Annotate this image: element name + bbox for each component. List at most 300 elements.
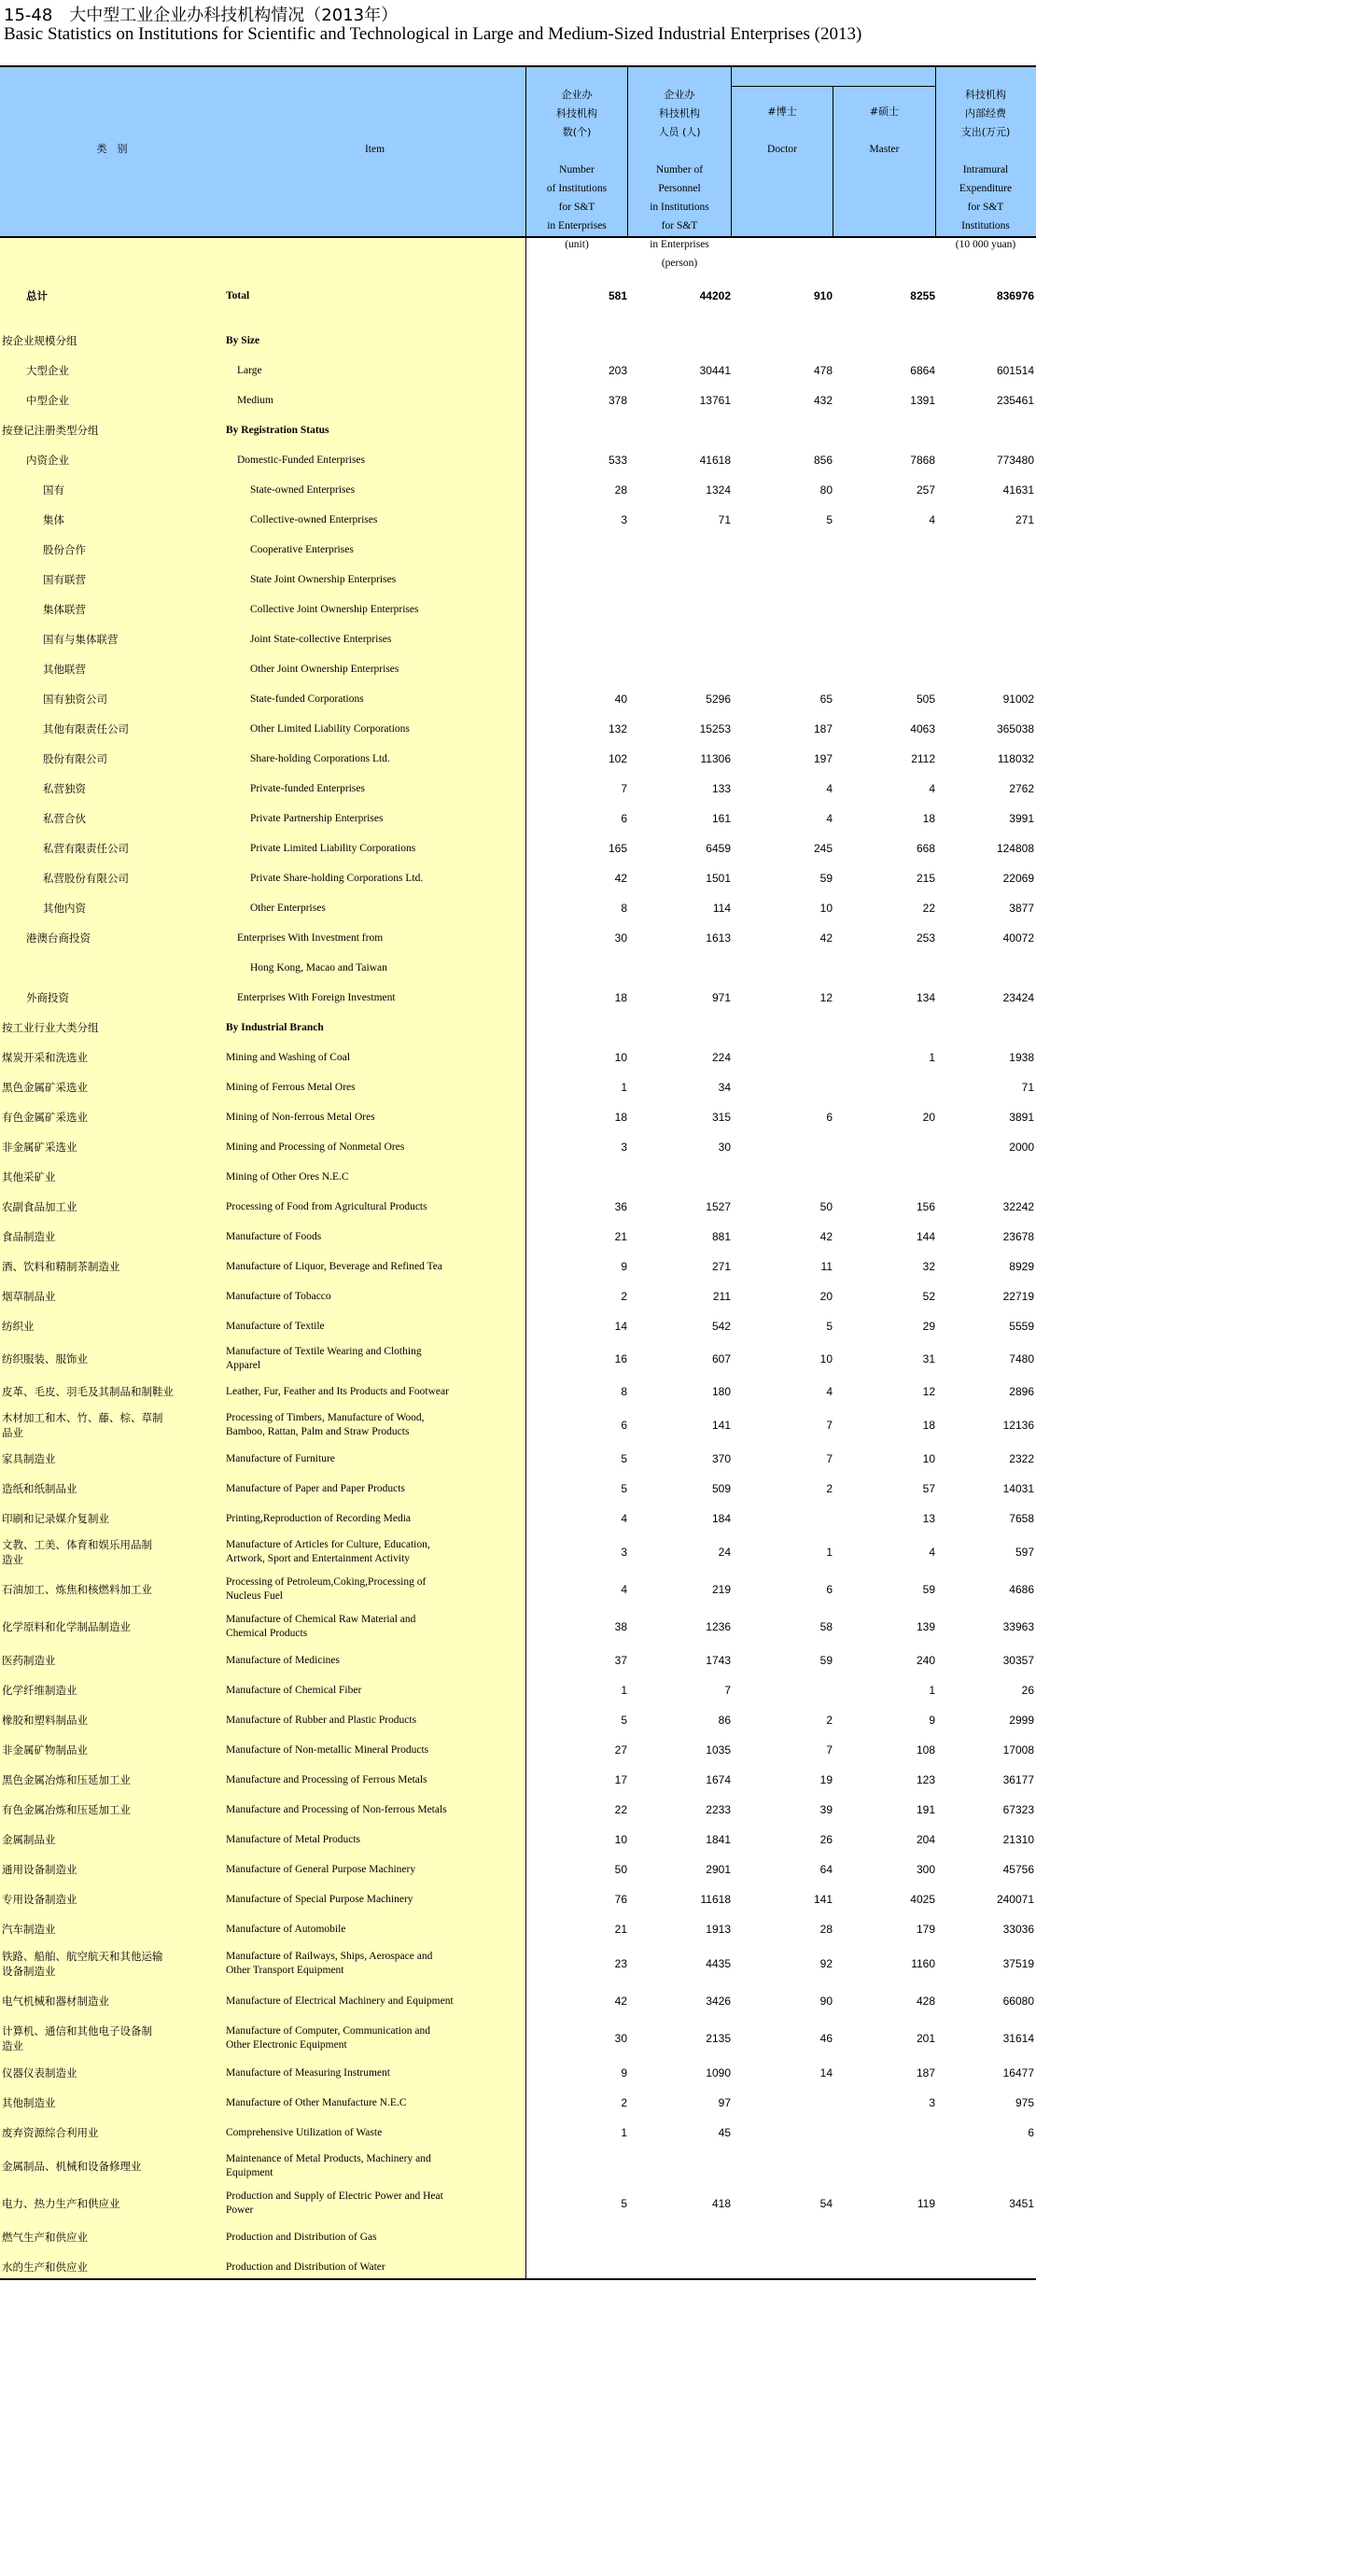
row-value-5: 7658 bbox=[1009, 1512, 1034, 1525]
header-doctor bbox=[732, 103, 833, 159]
row-category-cn: 化学原料和化学制品制造业 bbox=[2, 1620, 131, 1633]
header-expenditure bbox=[936, 67, 1035, 273]
table-row bbox=[0, 326, 1036, 356]
table-row bbox=[0, 1132, 1036, 1162]
row-value-1: 28 bbox=[614, 483, 627, 497]
row-value-4 bbox=[833, 535, 935, 565]
row-value-4: 156 bbox=[916, 1200, 935, 1213]
row-value-5: 836976 bbox=[996, 289, 1034, 302]
row-value-3 bbox=[732, 1132, 833, 1162]
row-value-3: 28 bbox=[819, 1923, 833, 1936]
row-category-cn: 黑色金属矿采选业 bbox=[2, 1081, 88, 1094]
row-value-2 bbox=[628, 595, 731, 624]
row-category-cn: 国有联营 bbox=[43, 573, 86, 586]
row-value-2 bbox=[628, 565, 731, 595]
row-value-1: 165 bbox=[608, 842, 627, 855]
row-item-en: Production and Distribution of Gas bbox=[226, 2231, 377, 2243]
row-value-4: 253 bbox=[916, 931, 935, 945]
row-value-5: 975 bbox=[1015, 2096, 1034, 2109]
row-value-2 bbox=[628, 2252, 731, 2282]
table-row bbox=[0, 1252, 1036, 1281]
row-item-en: Share-holding Corporations Ltd. bbox=[250, 752, 390, 764]
row-value-2: 30 bbox=[718, 1141, 731, 1154]
table-row bbox=[0, 1884, 1036, 1914]
row-value-4 bbox=[833, 2118, 935, 2148]
table-row bbox=[0, 1795, 1036, 1825]
row-value-5: 91002 bbox=[1002, 693, 1034, 706]
table-row bbox=[0, 714, 1036, 744]
row-category-cn: 其他内资 bbox=[43, 902, 86, 915]
row-category-cn: 铁路、船舶、航空航天和其他运输 设备制造业 bbox=[2, 1950, 163, 1978]
header-master-en: Master bbox=[869, 144, 900, 155]
row-value-1: 7 bbox=[621, 782, 627, 795]
row-value-4: 505 bbox=[916, 693, 935, 706]
row-value-5: 124808 bbox=[996, 842, 1034, 855]
row-item-en: Processing of Timbers, Manufacture of Wood, Bamboo, Rattan, Palm and Straw Products bbox=[226, 1412, 425, 1437]
row-value-4: 4063 bbox=[910, 722, 935, 735]
row-category-cn: 其他有限责任公司 bbox=[43, 722, 129, 735]
row-value-1: 17 bbox=[614, 1773, 627, 1786]
row-value-4 bbox=[833, 654, 935, 684]
row-item-en: Manufacture of Electrical Machinery and Equipment bbox=[226, 1995, 454, 2007]
row-value-2: 509 bbox=[711, 1482, 731, 1495]
row-category-cn: 文教、工美、体育和娱乐用品制 造业 bbox=[2, 1538, 152, 1566]
table-row bbox=[0, 1222, 1036, 1252]
row-value-1: 3 bbox=[621, 1141, 627, 1154]
row-value-4: 59 bbox=[922, 1583, 935, 1596]
table-row bbox=[0, 1192, 1036, 1222]
table-row bbox=[0, 1474, 1036, 1504]
row-value-3: 65 bbox=[819, 693, 833, 706]
row-value-3: 10 bbox=[819, 1352, 833, 1365]
table-row bbox=[0, 953, 1036, 983]
header-expenditure-cn: 科技机构 内部经费 支出(万元) bbox=[960, 89, 1011, 138]
row-value-3: 5 bbox=[826, 1320, 833, 1333]
row-value-2: 2901 bbox=[706, 1863, 731, 1876]
row-category-cn: 废弃资源综合利用业 bbox=[2, 2126, 99, 2139]
header-bottom-rule bbox=[0, 236, 1036, 238]
row-item-en: Manufacture of General Purpose Machinery bbox=[226, 1863, 416, 1875]
row-value-1: 10 bbox=[614, 1833, 627, 1846]
row-value-4: 3 bbox=[929, 2096, 935, 2109]
row-value-4: 32 bbox=[922, 1260, 935, 1273]
row-value-5: 23424 bbox=[1002, 991, 1034, 1004]
table-row bbox=[0, 1983, 1036, 2019]
row-item-en: Manufacture and Processing of Non-ferrous Metals bbox=[226, 1803, 447, 1815]
row-item-en: Mining and Washing of Coal bbox=[226, 1051, 351, 1063]
row-item-en: Private Share-holding Corporations Ltd. bbox=[250, 872, 424, 884]
row-value-3: 6 bbox=[826, 1583, 833, 1596]
row-category-cn: 按登记注册类型分组 bbox=[2, 424, 99, 437]
table-row bbox=[0, 1407, 1036, 1444]
row-category-cn: 专用设备制造业 bbox=[2, 1893, 77, 1906]
row-value-2: 971 bbox=[711, 991, 731, 1004]
header-category: 类 别 bbox=[96, 143, 128, 155]
row-value-2: 30441 bbox=[699, 364, 731, 377]
row-value-2 bbox=[628, 535, 731, 565]
row-value-1 bbox=[526, 535, 627, 565]
row-value-1: 8 bbox=[621, 1385, 627, 1398]
row-category-cn: 总计 bbox=[26, 289, 48, 302]
table-row bbox=[0, 535, 1036, 565]
row-value-5: 36177 bbox=[1002, 1773, 1034, 1786]
row-item-en: Manufacture of Tobacco bbox=[226, 1290, 331, 1302]
row-category-cn: 造纸和纸制品业 bbox=[2, 1482, 77, 1495]
row-value-5: 12136 bbox=[1002, 1419, 1034, 1432]
table-row bbox=[0, 1504, 1036, 1533]
row-category-cn: 石油加工、炼焦和核燃料加工业 bbox=[2, 1583, 152, 1596]
row-value-5: 235461 bbox=[996, 394, 1034, 407]
row-category-cn: 水的生产和供应业 bbox=[2, 2261, 88, 2274]
row-value-3: 11 bbox=[820, 1260, 833, 1273]
row-value-4 bbox=[833, 1132, 935, 1162]
row-value-3: 1 bbox=[826, 1546, 833, 1559]
row-item-en: Enterprises With Investment from bbox=[237, 931, 384, 944]
row-value-4: 4 bbox=[929, 782, 935, 795]
row-value-4: 139 bbox=[916, 1620, 935, 1633]
row-value-1: 18 bbox=[614, 991, 627, 1004]
row-value-1: 132 bbox=[608, 722, 627, 735]
row-value-1: 4 bbox=[621, 1583, 627, 1596]
row-value-5: 14031 bbox=[1002, 1482, 1034, 1495]
header-master bbox=[833, 103, 935, 159]
row-value-4 bbox=[833, 624, 935, 654]
row-value-2: 44202 bbox=[699, 289, 731, 302]
row-value-3: 7 bbox=[826, 1419, 833, 1432]
row-value-1 bbox=[526, 595, 627, 624]
row-value-4: 1391 bbox=[910, 394, 935, 407]
title-chinese: 15-48 大中型工业企业办科技机构情况（2013年） bbox=[4, 6, 399, 25]
row-value-5: 16477 bbox=[1002, 2066, 1034, 2079]
row-value-5: 30357 bbox=[1002, 1654, 1034, 1667]
row-category-cn bbox=[2, 953, 246, 983]
row-value-5 bbox=[936, 415, 1034, 445]
row-value-1: 76 bbox=[614, 1893, 627, 1906]
row-item-en: Mining and Processing of Nonmetal Ores bbox=[226, 1141, 405, 1153]
row-value-3: 90 bbox=[819, 1995, 833, 2008]
row-value-3: 478 bbox=[813, 364, 833, 377]
header-master-cn: #硕士 bbox=[869, 105, 900, 118]
row-value-2: 1236 bbox=[706, 1620, 731, 1633]
row-value-5 bbox=[936, 624, 1034, 654]
row-category-cn: 非金属矿物制品业 bbox=[2, 1743, 88, 1757]
row-value-1: 533 bbox=[608, 454, 627, 467]
row-item-en: Maintenance of Metal Products, Machinery and Equipment bbox=[226, 2153, 431, 2178]
row-value-5: 3991 bbox=[1009, 812, 1034, 825]
row-category-cn: 化学纤维制造业 bbox=[2, 1684, 77, 1697]
row-value-4: 257 bbox=[916, 483, 935, 497]
row-value-4: 1 bbox=[929, 1051, 935, 1064]
row-value-1: 581 bbox=[608, 289, 627, 302]
row-value-1 bbox=[526, 624, 627, 654]
table-row bbox=[0, 1705, 1036, 1735]
table-row bbox=[0, 1735, 1036, 1765]
row-value-4 bbox=[833, 953, 935, 983]
table-row bbox=[0, 1072, 1036, 1102]
row-value-1: 38 bbox=[614, 1620, 627, 1633]
row-value-3 bbox=[732, 595, 833, 624]
row-value-4 bbox=[833, 565, 935, 595]
row-value-2: 5296 bbox=[706, 693, 731, 706]
row-item-en: Enterprises With Foreign Investment bbox=[237, 991, 396, 1003]
row-item-en: Manufacture of Other Manufacture N.E.C bbox=[226, 2096, 407, 2108]
row-item-en: State-funded Corporations bbox=[250, 693, 364, 705]
row-item-en: Other Enterprises bbox=[250, 902, 326, 914]
row-value-3: 12 bbox=[819, 991, 833, 1004]
header-personnel bbox=[628, 67, 731, 291]
row-item-en: By Size bbox=[226, 334, 260, 346]
row-value-4: 119 bbox=[917, 2197, 935, 2210]
table-row bbox=[0, 923, 1036, 953]
row-value-1: 1 bbox=[621, 2126, 627, 2139]
row-value-3 bbox=[732, 415, 833, 445]
row-value-2 bbox=[628, 953, 731, 983]
row-value-5: 33036 bbox=[1002, 1923, 1034, 1936]
row-value-2: 370 bbox=[711, 1452, 731, 1465]
row-value-3: 6 bbox=[826, 1111, 833, 1124]
table-row bbox=[0, 983, 1036, 1013]
row-value-3: 245 bbox=[813, 842, 833, 855]
header-expenditure-en: Intramural Expenditure for S&T Institutions (10 000 yuan) bbox=[955, 164, 1016, 250]
row-item-en: Manufacture of Measuring Instrument bbox=[226, 2066, 390, 2079]
row-value-3 bbox=[732, 654, 833, 684]
table-row bbox=[0, 863, 1036, 893]
row-value-3: 54 bbox=[819, 2197, 833, 2210]
row-item-en: Printing,Reproduction of Recording Media bbox=[226, 1512, 412, 1524]
row-value-2: 15253 bbox=[699, 722, 731, 735]
row-value-5: 6 bbox=[1028, 2126, 1034, 2139]
row-category-cn: 私营独资 bbox=[43, 782, 86, 795]
table-row bbox=[0, 2222, 1036, 2252]
row-category-cn: 国有与集体联营 bbox=[43, 633, 119, 646]
row-category-cn: 仪器仪表制造业 bbox=[2, 2066, 77, 2079]
row-value-2: 11618 bbox=[700, 1893, 731, 1906]
row-value-5: 21310 bbox=[1002, 1833, 1034, 1846]
row-item-en: Manufacture of Automobile bbox=[226, 1923, 346, 1935]
table-row bbox=[0, 2088, 1036, 2118]
row-value-2: 180 bbox=[711, 1385, 731, 1398]
row-value-5: 773480 bbox=[996, 454, 1034, 467]
row-category-cn: 集体联营 bbox=[43, 603, 86, 616]
row-item-en: Other Limited Liability Corporations bbox=[250, 722, 410, 735]
row-value-5 bbox=[936, 953, 1034, 983]
row-value-4: 7868 bbox=[910, 454, 935, 467]
row-value-4: 10 bbox=[922, 1452, 935, 1465]
row-value-2: 1613 bbox=[706, 931, 731, 945]
row-value-3 bbox=[732, 326, 833, 356]
row-value-5: 3451 bbox=[1009, 2197, 1034, 2210]
row-value-3 bbox=[732, 1043, 833, 1072]
row-category-cn: 外商投资 bbox=[26, 991, 69, 1004]
row-value-4: 4025 bbox=[910, 1893, 935, 1906]
row-value-3: 2 bbox=[826, 1714, 833, 1727]
row-item-en: Manufacture and Processing of Ferrous Metals bbox=[226, 1773, 427, 1785]
row-value-4: 187 bbox=[916, 2066, 935, 2079]
row-value-1: 203 bbox=[608, 364, 627, 377]
row-category-cn: 内资企业 bbox=[26, 454, 69, 467]
table-row bbox=[0, 1377, 1036, 1407]
table-body bbox=[0, 266, 1036, 2282]
row-value-1 bbox=[526, 1013, 627, 1043]
row-value-1: 37 bbox=[614, 1654, 627, 1667]
row-value-2: 141 bbox=[711, 1419, 731, 1432]
row-value-4: 1160 bbox=[911, 1957, 935, 1970]
row-item-en: Cooperative Enterprises bbox=[250, 543, 354, 555]
row-value-3: 59 bbox=[819, 1654, 833, 1667]
table-row bbox=[0, 1645, 1036, 1675]
row-value-3: 7 bbox=[826, 1743, 833, 1757]
row-value-2: 1527 bbox=[706, 1200, 731, 1213]
row-value-2: 13761 bbox=[699, 394, 731, 407]
row-category-cn: 私营有限责任公司 bbox=[43, 842, 129, 855]
row-item-en: Collective Joint Ownership Enterprises bbox=[250, 603, 419, 615]
row-value-1: 1 bbox=[621, 1081, 627, 1094]
row-value-2: 4435 bbox=[706, 1957, 731, 1970]
row-value-1: 2 bbox=[621, 1290, 627, 1303]
row-category-cn: 汽车制造业 bbox=[2, 1923, 56, 1936]
row-value-2: 24 bbox=[718, 1546, 731, 1559]
row-value-3 bbox=[732, 2222, 833, 2252]
row-value-4: 2112 bbox=[911, 752, 935, 765]
row-value-5 bbox=[936, 595, 1034, 624]
row-value-2: 1090 bbox=[706, 2066, 731, 2079]
row-value-4: 201 bbox=[916, 2032, 935, 2045]
row-value-4: 204 bbox=[916, 1833, 935, 1846]
table-row bbox=[0, 1944, 1036, 1983]
row-value-4: 20 bbox=[922, 1111, 935, 1124]
row-value-3 bbox=[732, 953, 833, 983]
row-item-en: Manufacture of Medicines bbox=[226, 1654, 340, 1666]
row-value-4 bbox=[833, 2148, 935, 2185]
row-value-3 bbox=[732, 2088, 833, 2118]
row-category-cn: 酒、饮料和精制茶制造业 bbox=[2, 1260, 120, 1273]
row-category-cn: 大型企业 bbox=[26, 364, 69, 377]
row-value-5: 5559 bbox=[1009, 1320, 1034, 1333]
row-value-2: 211 bbox=[712, 1290, 731, 1303]
row-item-en: Production and Supply of Electric Power and Heat Power bbox=[226, 2191, 443, 2216]
row-value-5: 67323 bbox=[1002, 1803, 1034, 1816]
row-item-en: Medium bbox=[237, 394, 273, 406]
row-item-en: Manufacture of Articles for Culture, Education, Artwork, Sport and Entertainment Activity bbox=[226, 1539, 430, 1564]
row-value-4: 22 bbox=[922, 902, 935, 915]
row-value-2: 184 bbox=[711, 1512, 731, 1525]
row-value-1: 18 bbox=[614, 1111, 627, 1124]
row-value-1: 5 bbox=[621, 1482, 627, 1495]
row-value-5 bbox=[936, 326, 1034, 356]
row-value-1: 14 bbox=[614, 1320, 627, 1333]
row-value-5 bbox=[936, 535, 1034, 565]
row-value-1: 21 bbox=[614, 1923, 627, 1936]
row-value-4 bbox=[833, 2252, 935, 2282]
header-doctor-en: Doctor bbox=[767, 144, 797, 155]
row-category-cn: 集体 bbox=[43, 513, 64, 526]
row-value-1 bbox=[526, 654, 627, 684]
table-row bbox=[0, 1571, 1036, 1608]
table-row bbox=[0, 2185, 1036, 2222]
row-value-3: 42 bbox=[819, 1230, 833, 1243]
table-row bbox=[0, 445, 1036, 475]
row-value-3 bbox=[732, 1504, 833, 1533]
table-row bbox=[0, 1102, 1036, 1132]
row-value-1: 6 bbox=[621, 812, 627, 825]
row-category-cn: 金属制品、机械和设备修理业 bbox=[2, 2160, 142, 2173]
row-value-2 bbox=[628, 415, 731, 445]
row-value-2: 315 bbox=[711, 1111, 731, 1124]
statistics-table bbox=[0, 65, 1036, 2280]
row-value-2: 219 bbox=[711, 1583, 731, 1596]
table-row bbox=[0, 2118, 1036, 2148]
row-value-5 bbox=[936, 2252, 1034, 2282]
row-category-cn: 国有 bbox=[43, 483, 64, 497]
row-item-en: Manufacture of Special Purpose Machinery bbox=[226, 1893, 413, 1905]
row-value-5: 4686 bbox=[1009, 1583, 1034, 1596]
table-row bbox=[0, 2058, 1036, 2088]
row-value-4: 108 bbox=[916, 1743, 935, 1757]
row-value-2: 97 bbox=[718, 2096, 731, 2109]
row-item-en: Collective-owned Enterprises bbox=[250, 513, 378, 525]
header-institutions-en: Number of Institutions for S&T in Enterprises (unit) bbox=[546, 164, 608, 250]
row-value-4: 191 bbox=[916, 1803, 935, 1816]
row-value-5: 240071 bbox=[996, 1893, 1034, 1906]
row-item-en: Manufacture of Liquor, Beverage and Refined Tea bbox=[226, 1260, 442, 1272]
row-value-1: 5 bbox=[621, 1714, 627, 1727]
table-row bbox=[0, 385, 1036, 415]
row-value-4: 300 bbox=[916, 1863, 935, 1876]
row-value-5: 37519 bbox=[1002, 1957, 1034, 1970]
row-category-cn: 其他采矿业 bbox=[2, 1170, 56, 1183]
row-value-3: 910 bbox=[813, 289, 833, 302]
row-item-en: State-owned Enterprises bbox=[250, 483, 356, 496]
row-value-2: 1674 bbox=[706, 1773, 731, 1786]
row-item-en: By Industrial Branch bbox=[226, 1021, 324, 1033]
header-item: Item bbox=[364, 144, 385, 155]
row-category-cn: 印刷和记录媒介复制业 bbox=[2, 1512, 109, 1525]
header-doctor-cn: #博士 bbox=[767, 105, 797, 118]
table-row bbox=[0, 415, 1036, 445]
row-value-5: 40072 bbox=[1002, 931, 1034, 945]
row-value-4: 18 bbox=[922, 1419, 935, 1432]
row-value-5: 3891 bbox=[1009, 1111, 1034, 1124]
row-value-4: 29 bbox=[922, 1320, 935, 1333]
row-item-en: Private Partnership Enterprises bbox=[250, 812, 384, 824]
row-value-3 bbox=[732, 535, 833, 565]
row-category-cn: 橡胶和塑料制品业 bbox=[2, 1714, 88, 1727]
row-value-1: 3 bbox=[621, 1546, 627, 1559]
row-value-2: 7 bbox=[724, 1684, 731, 1697]
table-row bbox=[0, 1914, 1036, 1944]
table-row bbox=[0, 1825, 1036, 1855]
row-value-1: 22 bbox=[614, 1803, 627, 1816]
row-value-2: 418 bbox=[711, 2197, 731, 2210]
row-value-3: 46 bbox=[819, 2032, 833, 2045]
row-value-5: 118032 bbox=[997, 752, 1034, 765]
row-value-1: 6 bbox=[621, 1419, 627, 1432]
row-item-en: Manufacture of Textile bbox=[226, 1320, 325, 1332]
row-category-cn: 非金属矿采选业 bbox=[2, 1141, 77, 1154]
row-category-cn: 金属制品业 bbox=[2, 1833, 56, 1846]
row-value-5 bbox=[936, 1162, 1034, 1192]
row-value-3: 20 bbox=[819, 1290, 833, 1303]
table-row bbox=[0, 1341, 1036, 1377]
row-item-en: Mining of Non-ferrous Metal Ores bbox=[226, 1111, 375, 1123]
row-value-4: 18 bbox=[922, 812, 935, 825]
row-category-cn: 黑色金属冶炼和压延加工业 bbox=[2, 1773, 131, 1786]
row-value-3: 10 bbox=[819, 902, 833, 915]
row-value-1 bbox=[526, 565, 627, 595]
row-value-5: 17008 bbox=[1002, 1743, 1034, 1757]
row-value-3: 141 bbox=[813, 1893, 833, 1906]
header-institutions bbox=[526, 67, 627, 273]
